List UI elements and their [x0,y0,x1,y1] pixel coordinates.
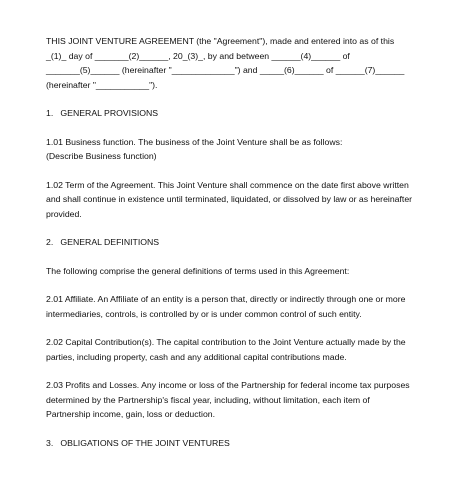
paragraph-line: intermediaries, controls, is controlled by or is under common control of such entity. [46,308,362,319]
paragraph-line: The following comprise the general definitions of terms used in this Agreement: [46,265,350,276]
section-number: 1. [46,108,54,118]
paragraph-line: 2.03 Profits and Losses. Any income or loss of the Partnership for federal income tax purposes [46,380,410,390]
intro-paragraph [46,34,454,92]
paragraph-line: 1.01 Business function. The business of the Joint Venture shall be as follows: [46,136,343,147]
section-title: GENERAL DEFINITIONS [60,237,160,247]
section-title: GENERAL PROVISIONS [60,108,159,118]
section-title: OBLIGATIONS OF THE JOINT VENTURES [60,437,230,448]
paragraph-line: 2.01 Affiliate. An Affiliate of an entity is a person that, directly or indirectly through one or more [46,294,406,304]
paragraph-line: 1.02 Term of the Agreement. This Joint Venture shall commence on the date first above written [46,179,409,190]
paragraph-line: provided. [46,208,82,219]
paragraph-line: determined by the Partnership's fiscal year, including, without limitation, each item of [46,394,370,405]
paragraph-line: and shall continue in existence until terminated, liquidated, or dissolved by law or as hereinafter [46,194,413,204]
paragraph-2-02 [46,335,454,364]
section-heading-obligations [46,436,454,451]
paragraph-2-03 [46,378,454,422]
paragraph-line: 2.02 Capital Contribution(s). The capital contribution to the Joint Venture actually made by the [46,337,406,347]
section-number: 2. [46,237,54,247]
section-heading-general-definitions [46,235,454,250]
paragraph-line: parties, including property, cash and any additional capital contributions made. [46,351,347,362]
intro-line: (hereinafter "___________"). [46,79,158,90]
paragraph-2-01 [46,292,454,321]
section-heading-general-provisions [46,106,454,121]
intro-line: _(1)_ day of _______(2)______, 20_(3)_, by and between ______(4)______ of [46,50,350,61]
paragraph-1-01 [46,135,454,164]
paragraph-line: (Describe Business function) [46,151,157,161]
paragraph-line: Partnership income, gain, loss or deduction. [46,409,216,419]
definitions-intro [46,264,454,279]
intro-line: THIS JOINT VENTURE AGREEMENT (the "Agreement"), made and entered into as of this [46,36,395,46]
section-number: 3. [46,437,54,448]
paragraph-1-02 [46,178,454,222]
intro-line: _______(5)______ (hereinafter "_____________") and _____(6)______ of ______(7)______ [46,65,405,75]
